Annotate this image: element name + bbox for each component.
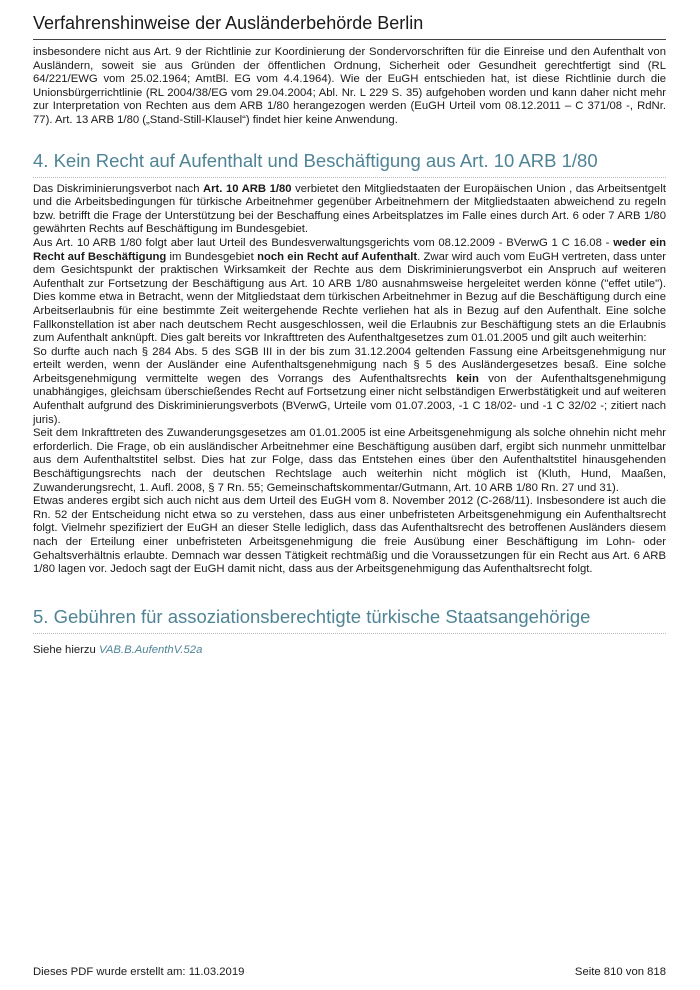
page-number: Seite 810 von 818 xyxy=(574,966,666,978)
section-4-paragraph-2 xyxy=(33,237,666,346)
bold-text: Art. 10 ARB 1/80 xyxy=(202,182,292,195)
section-4-paragraph-1 xyxy=(33,183,666,237)
section-5-paragraph xyxy=(33,644,666,658)
text-run: Das Diskriminierungsverbot nach xyxy=(33,182,203,195)
document-page xyxy=(33,0,666,657)
bold-text: noch ein Recht auf Aufenthalt xyxy=(257,250,418,263)
section-4-paragraph-3 xyxy=(33,346,666,428)
bold-text: kein xyxy=(456,372,479,385)
page-footer xyxy=(33,966,666,978)
section-4-paragraph-5: Etwas anderes ergibt sich auch nicht aus dem Urteil des EuGH vom 8. November 2012 (C-268/11). Insbesondere ist auch die Rn. 52 der Entscheidung nicht etwa so zu verstehen, dass aus einer unbefristeten Arbeitsgenehmigung ein Aufenthaltsrecht folgt. Vielmehr spezifiziert der EuGH an dieser Stelle lediglich, dass das Aufenthaltsrecht des betroffenen Ausländers diesem nach der Erteilung einer unbefristeten Arbeitsgenehmigung die freie Ausübung einer Beschäftigung im Lohn- oder Gehaltsverhältnis erlaubte. Demnach war dessen Tätigkeit rechtmäßig und die Voraussetzungen für ein Recht aus Art. 6 ARB 1/80 lagen vor. Jedoch sagt der EuGH damit nicht, dass aus der Arbeitsgenehmigung das Aufenthaltsrecht folgt. xyxy=(33,495,666,576)
creation-date: Dieses PDF wurde erstellt am: 11.03.2019 xyxy=(33,966,245,978)
document-header: Verfahrenshinweise der Ausländerbehörde Berlin xyxy=(33,13,666,40)
bold-text: weder ein Recht auf Beschäftigung xyxy=(33,236,666,263)
text-run: im Bundesgebiet xyxy=(166,250,258,263)
section-5-heading: 5. Gebühren für assoziationsberechtigte türkische Staatsangehörige xyxy=(33,606,666,634)
text-run: von der Aufenthaltsgenehmigung unabhängiges, gleichsam überschießendes Recht auf Fortsetzung einer nicht selbständigen Erwerbstätigkeit und auf weiteren Aufenthalt aufgrund des Diskriminierungsverbots (BVerwG, Urteile vom 01.07.2003, -1 C 18/02- und -1 C 32/02 -; zitiert nach juris). xyxy=(33,372,666,426)
text-run: So durfte auch nach § 284 Abs. 5 des SGB III in der bis zum 31.12.2004 geltenden Fassung eine Arbeitsgenehmigung nur erteilt werden, wenn der Ausländer eine Aufenthaltsgenehmigung nach § 5 des Ausländergesetzes besaß. Eine solche Arbeitsgenehmigung vermittelte wegen des Vorrangs des Aufenthaltsrechts xyxy=(33,345,666,385)
intro-paragraph: insbesondere nicht aus Art. 9 der Richtlinie zur Koordinierung der Sondervorschriften für die Einreise und den Aufenthalt von Ausländern, soweit sie aus Gründen der öffentlichen Ordnung, Sicherheit oder Gesundheit gerechtfertigt sind (RL 64/221/EWG vom 25.02.1964; AmtBl. EG vom 4.4.1964). Wie der EuGH entschieden hat, ist diese Richtlinie durch die Unionsbürgerrichtlinie (RL 2004/38/EG vom 29.04.2004; Abl. Nr. L 229 S. 35) aufgehoben worden und kann daher nicht mehr zur Interpretation von Rechten aus dem ARB 1/80 herangezogen werden (EuGH Urteil vom 08.12.2011 – C 371/08 -, RdNr. 77). Art. 13 ARB 1/80 („Stand-Still-Klausel“) findet hier keine Anwendung. xyxy=(33,46,666,126)
text-run: . Zwar wird auch vom EuGH vertreten, dass unter dem Gesichtspunkt der praktischen Wirksamkeit der Rechte aus dem Diskriminierungsverbot ein Anspruch auf weiteren Aufenthalt zur Fortsetzung der Beschäftigung aus Art. 10 ARB 1/80 ausnahmsweise hergeleitet werden könne ("effet utile"). Dies komme etwa in Betracht, wenn der Mitgliedstaat dem türkischen Arbeitnehmer in Bezug auf die Beschäftigung durch eine Arbeitserlaubnis für eine bestimmte Zeit weitergehende Rechte verliehen hat als in Bezug auf den Aufenthalt. Eine solche Fallkonstellation ist aber nach deutschem Recht ausgeschlossen, weil die Erlaubnis zur Beschäftigung stets an die Erlaubnis zum Aufenthalt anknüpft. Dies galt bereits vor Inkrafttreten des Aufenthaltgesetzes zum 01.01.2005 und gilt auch weiterhin: xyxy=(33,250,666,345)
section-4-heading: 4. Kein Recht auf Aufenthalt und Beschäftigung aus Art. 10 ARB 1/80 xyxy=(33,150,666,178)
text-run: Siehe hierzu xyxy=(33,643,99,656)
reference-link[interactable]: VAB.B.AufenthV.52a xyxy=(98,643,203,656)
text-run: verbietet den Mitgliedstaaten der Europäischen Union , das Arbeitsentgelt und die Arbeitsbedingungen für türkische Arbeitnehmer gegenüber Arbeitnehmern der Mitgliedstaaten abweichend zu regeln bzw. betrifft die Frage der Unterstützung bei der Beschaffung eines Arbeitsplatzes im Falle eines durch Art. 6 oder 7 ARB 1/80 gewährten Rechts auf Beschäftigung im Bundesgebiet. xyxy=(33,182,666,236)
section-4-paragraph-4: Seit dem Inkrafttreten des Zuwanderungsgesetzes am 01.01.2005 ist eine Arbeitsgenehmigung als solche ohnehin nicht mehr erforderlich. Die Frage, ob ein ausländischer Arbeitnehmer eine Beschäftigung ausüben darf, ergibt sich nunmehr unmittelbar aus dem Aufenthaltstitel selbst. Dies hat zur Folge, dass das Entstehen eines über den Aufenthaltstitel hinausgehenden Beschäftigungsrechts nach der deutschen Rechtslage auch weiterhin nicht möglich ist (Kluth, Hund, Maaßen, Zuwanderungsrecht, 1. Aufl. 2008, § 7 Rn. 55; Gemeinschaftskommentar/Gutmann, Art. 10 ARB 1/80 Rn. 27 und 31). xyxy=(33,427,666,494)
text-run: Aus Art. 10 ARB 1/80 folgt aber laut Urteil des Bundesverwaltungsgerichts vom 08.12.2009 - BVerwG 1 C 16.08 - xyxy=(33,236,614,249)
